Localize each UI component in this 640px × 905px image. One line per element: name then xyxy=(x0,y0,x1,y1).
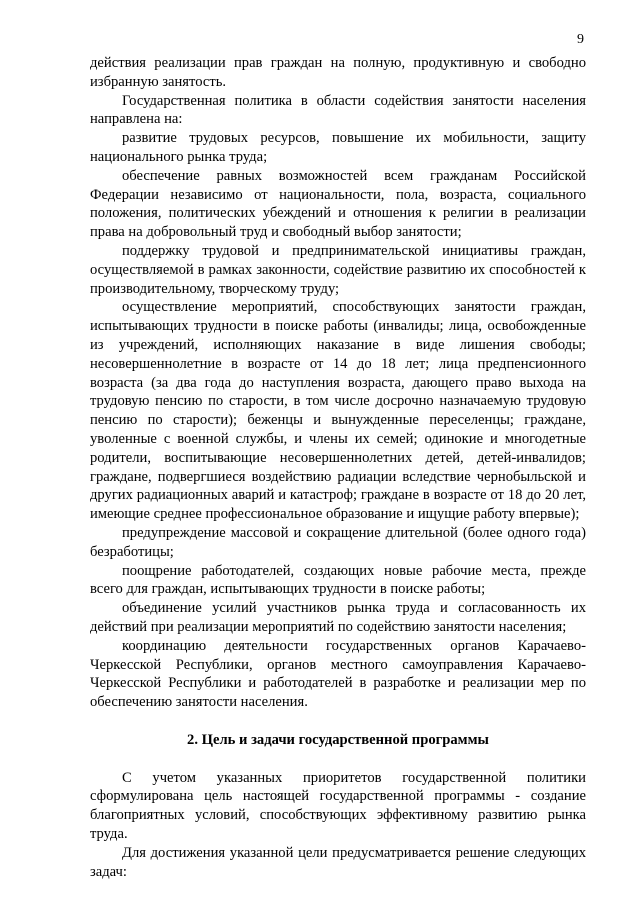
list-item: объединение усилий участников рынка труда и согласованность их действий при реализации мероприятий по содействию занятости населения; xyxy=(90,600,586,635)
page-body xyxy=(90,54,586,881)
section-heading: 2. Цель и задачи государственной программы xyxy=(187,731,489,748)
list-item: обеспечение равных возможностей всем гражданам Российской Федерации независимо от национальности, пола, возраста, социального положения, политических убеждений и отношения к религии в реализации права на добровольный труд и свободный выбор занятости; xyxy=(90,167,586,241)
page-number: 9 xyxy=(577,32,584,47)
list-item: поддержку трудовой и предпринимательской инициативы граждан, осуществляемой в рамках законности, содействие развитию их способностей к производительному, творческому труду; xyxy=(90,242,586,297)
paragraph: С учетом указанных приоритетов государственной политики сформулирована цель настоящей государственной программы - создание благоприятных условий, способствующих эффективному развитию рынка труда. xyxy=(90,769,586,843)
paragraph: Государственная политика в области содействия занятости населения направлена на: xyxy=(90,92,586,128)
list-item: поощрение работодателей, создающих новые рабочие места, прежде всего для граждан, испытывающих трудности в поиске работы; xyxy=(90,562,586,598)
list-item: осуществление мероприятий, способствующих занятости граждан, испытывающих трудности в поиске работы (инвалиды; лица, освобожденные из учреждений, исполняющих наказание в виде лишения свободы; несовершеннолетние в возрасте от 14 до 18 лет; лица предпенсионного возраста (за два года до наступления возраста, дающего право выхода на трудовую пенсию по старости, в том числе досрочно назначаемую трудовую пенсию по старости); беженцы и вынужденные переселенцы; граждане, уволенные с военной службы, и члены их семей; одинокие и многодетные родители, воспитывающие несовершеннолетних детей, детей-инвалидов; граждане, подвергшиеся воздействию радиации вследствие чернобыльской и других радиационных аварий и катастроф; граждане в возрасте от 18 до 20 лет, имеющие среднее профессиональное образование и ищущие работу впервые); xyxy=(90,299,586,523)
paragraph: Для достижения указанной цели предусматривается решение следующих задач: xyxy=(90,844,586,880)
paragraph: действия реализации прав граждан на полную, продуктивную и свободно избранную занятость. xyxy=(90,55,586,90)
list-item: координацию деятельности государственных органов Карачаево-Черкесской Республики, органов местного самоуправления Карачаево-Черкесской Республики и работодателей в разработке и реализации мер по обеспечению занятости населения. xyxy=(90,637,586,711)
list-item: развитие трудовых ресурсов, повышение их мобильности, защиту национального рынка труда; xyxy=(90,130,586,165)
list-item: предупреждение массовой и сокращение длительной (более одного года) безработицы; xyxy=(90,524,586,560)
